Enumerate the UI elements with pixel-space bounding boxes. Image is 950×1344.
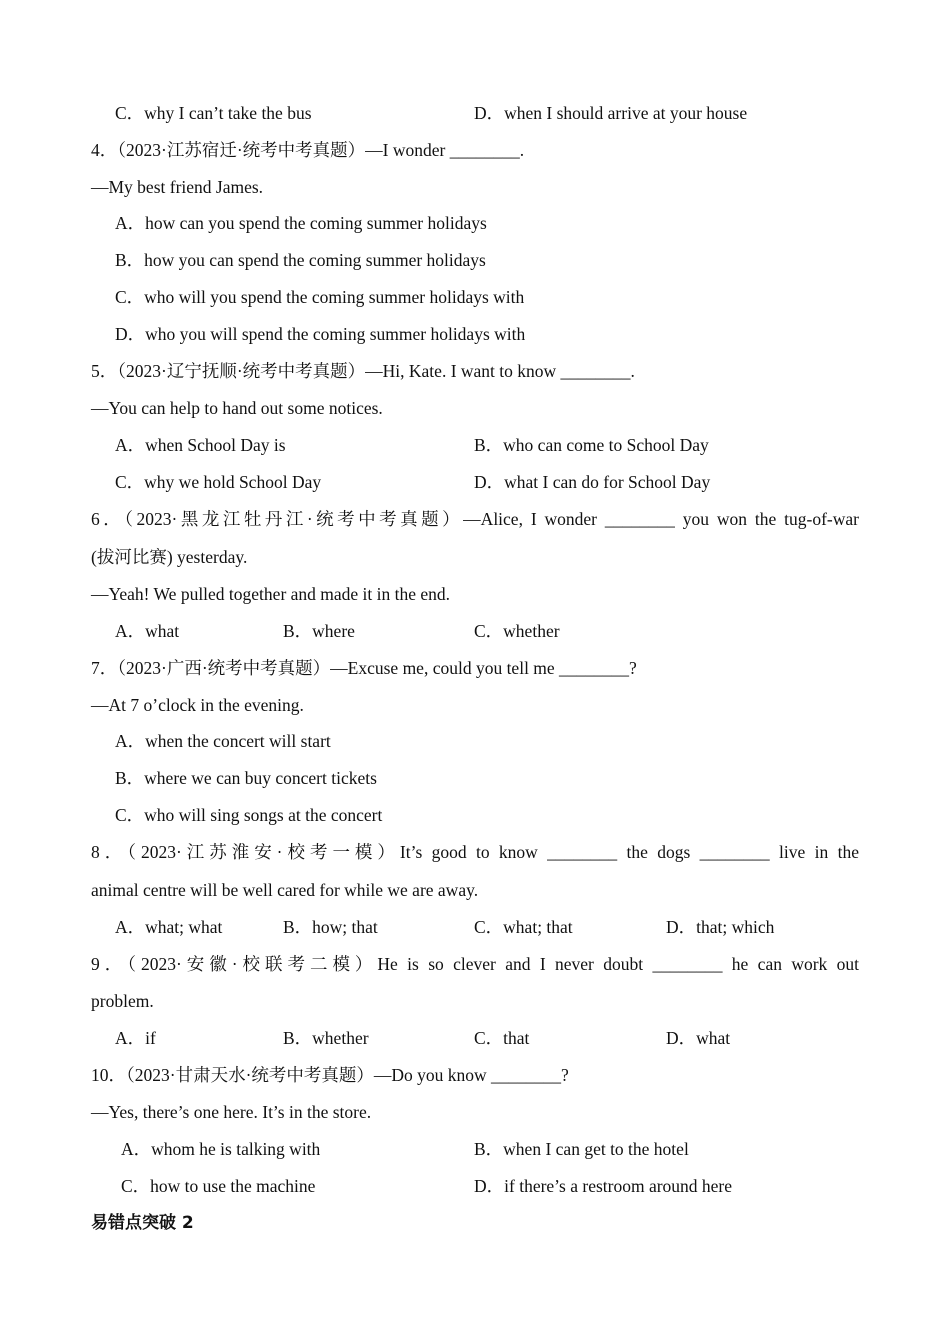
q10-option-a: A．whom he is talking with	[121, 1139, 321, 1159]
q10-answer: —Yes, there’s one here. It’s in the store.	[91, 1102, 372, 1122]
q7-option-b: B．where we can buy concert tickets	[115, 768, 377, 788]
q5-option-c: C．why we hold School Day	[115, 472, 322, 492]
q9-option-a: A．if	[115, 1028, 156, 1048]
q10-stem: 10．（2023·甘肃天水·统考中考真题）—Do you know ________?	[91, 1065, 569, 1085]
q9-stem-line2: problem.	[91, 991, 154, 1011]
q10-option-b: B．when I can get to the hotel	[474, 1139, 689, 1159]
q8-option-a: A．what; what	[115, 917, 223, 937]
q4-option-a: A．how can you spend the coming summer holidays	[115, 213, 487, 233]
q4-option-c: C．who will you spend the coming summer holidays with	[115, 287, 525, 307]
q4-option-d: D．who you will spend the coming summer holidays with	[115, 324, 526, 344]
section-heading: 易错点突破 2	[91, 1213, 194, 1233]
q9-option-d: D．what	[666, 1028, 731, 1048]
q8-stem-line2: animal centre will be well cared for while we are away.	[91, 880, 479, 900]
q3-option-c: C．why I can’t take the bus	[115, 103, 312, 123]
q6-stem-line2: (拔河比赛) yesterday.	[91, 547, 248, 567]
q9-stem-line1: 9．（2023·安徽·校联考二模）He is so clever and I never doubt ________ he can work out	[91, 954, 859, 974]
q5-option-d: D．what I can do for School Day	[474, 472, 711, 492]
q7-stem: 7．（2023·广西·统考中考真题）—Excuse me, could you tell me ________?	[91, 658, 637, 678]
q7-option-c: C．who will sing songs at the concert	[115, 805, 383, 825]
q5-option-b: B．who can come to School Day	[474, 435, 709, 455]
q8-option-b: B．how; that	[283, 917, 378, 937]
q9-option-b: B．whether	[283, 1028, 369, 1048]
q6-option-a: A．what	[115, 621, 180, 641]
q8-option-c: C．what; that	[474, 917, 573, 937]
q9-option-c: C．that	[474, 1028, 530, 1048]
q6-option-c: C．whether	[474, 621, 560, 641]
q6-stem-line1: 6．（2023·黑龙江牡丹江·统考中考真题）—Alice, I wonder ________ you won the tug-of-war	[91, 509, 859, 529]
q8-option-d: D．that; which	[666, 917, 775, 937]
q6-option-b: B．where	[283, 621, 355, 641]
q10-option-d: D．if there’s a restroom around here	[474, 1176, 733, 1196]
q6-answer: —Yeah! We pulled together and made it in the end.	[91, 584, 451, 604]
q5-stem: 5．（2023·辽宁抚顺·统考中考真题）—Hi, Kate. I want to know ________.	[91, 361, 635, 381]
q3-option-d: D．when I should arrive at your house	[474, 103, 748, 123]
q7-option-a: A．when the concert will start	[115, 731, 331, 751]
q4-option-b: B．how you can spend the coming summer holidays	[115, 250, 486, 270]
q4-answer: —My best friend James.	[91, 177, 264, 197]
q5-option-a: A．when School Day is	[115, 435, 286, 455]
q5-answer: —You can help to hand out some notices.	[91, 398, 383, 418]
q4-stem: 4．（2023·江苏宿迁·统考中考真题）—I wonder ________.	[91, 140, 525, 160]
q8-stem-line1: 8．（2023·江苏淮安·校考一模）It’s good to know ________ the dogs ________ live in the	[91, 842, 859, 862]
q7-answer: —At 7 o’clock in the evening.	[91, 695, 304, 715]
q10-option-c: C．how to use the machine	[121, 1176, 316, 1196]
